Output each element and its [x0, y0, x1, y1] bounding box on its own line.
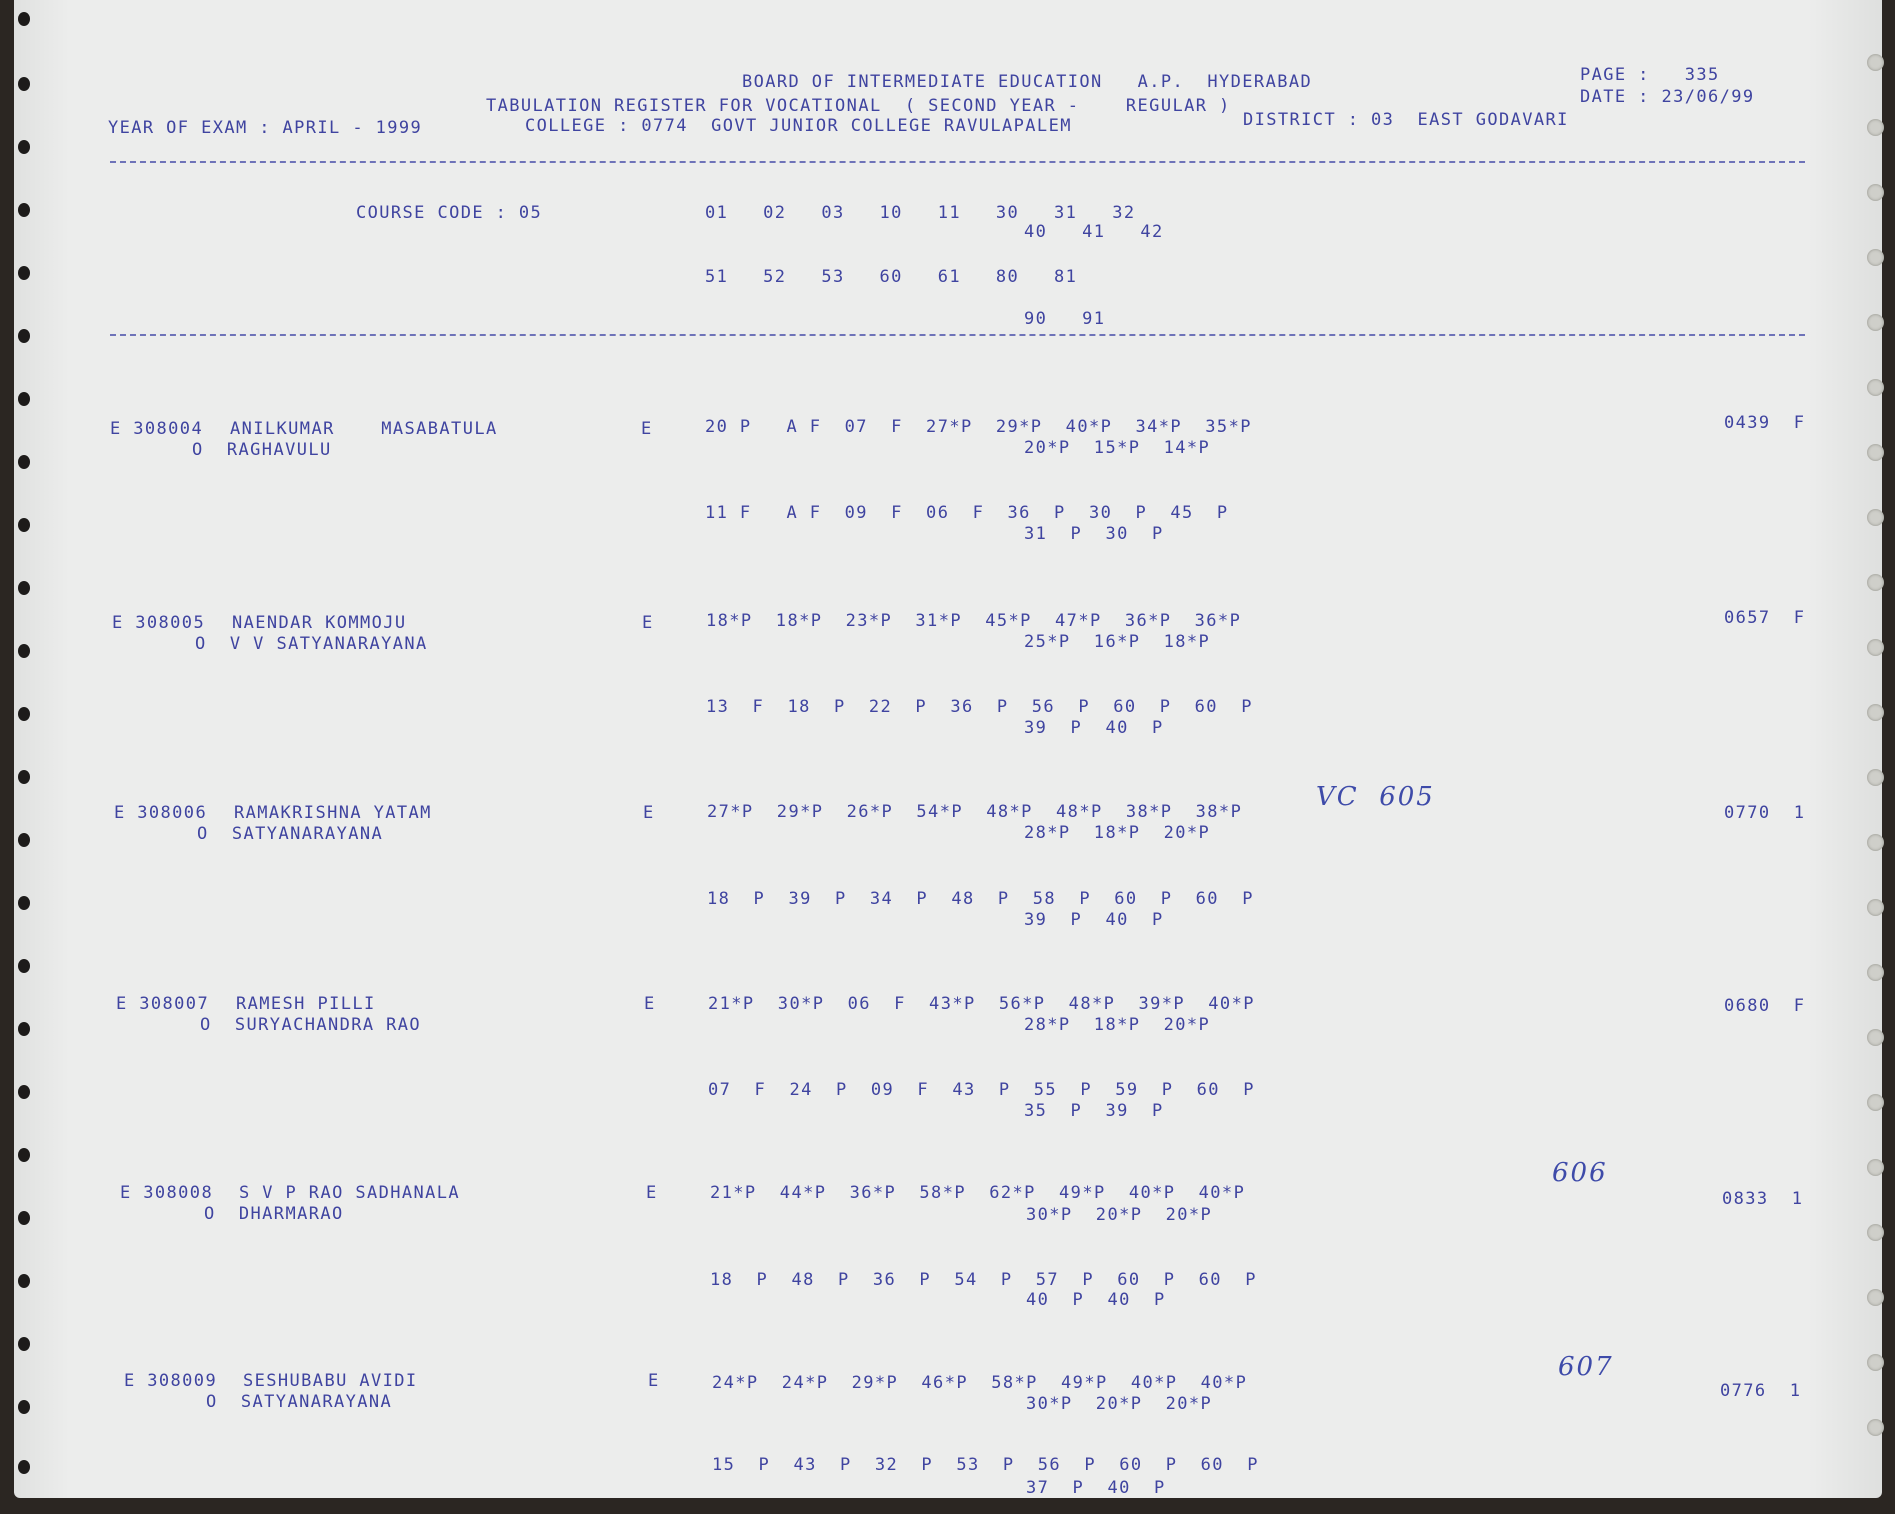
medium: E: [642, 613, 654, 633]
subject-codes-row1: 01 02 03 10 11 30 31 32: [705, 203, 1136, 223]
report-date: DATE : 23/06/99: [1580, 87, 1755, 107]
hole-icon: [1867, 704, 1884, 721]
hole-icon: [1867, 119, 1884, 136]
hole-icon: [1867, 184, 1884, 201]
total-result: 0439 F: [1724, 413, 1806, 433]
roll-number: E 308006: [114, 803, 208, 823]
marks-row2b: 39 P 40 P: [1024, 718, 1164, 738]
hole-icon: [1867, 54, 1884, 71]
hole-icon: [1867, 1159, 1884, 1176]
hole-icon: [18, 329, 30, 343]
marks-row1b: 20*P 15*P 14*P: [1024, 438, 1211, 458]
marks-row2: 18 P 39 P 34 P 48 P 58 P 60 P 60 P: [707, 889, 1254, 909]
marks-row1: 18*P 18*P 23*P 31*P 45*P 47*P 36*P 36*P: [706, 611, 1242, 631]
student-name: RAMESH PILLI: [236, 994, 376, 1014]
hole-icon: [18, 1400, 30, 1414]
handwritten-vc-note: VC 605: [1316, 782, 1435, 812]
hole-icon: [18, 1148, 30, 1162]
hole-icon: [18, 707, 30, 721]
medium: E: [644, 994, 656, 1014]
marks-row2: 11 F A F 09 F 06 F 36 P 30 P 45 P: [705, 503, 1229, 523]
student-name: ANILKUMAR MASABATULA: [230, 419, 498, 439]
hole-icon: [18, 581, 30, 595]
marks-row1b: 28*P 18*P 20*P: [1024, 1015, 1211, 1035]
hole-icon: [1867, 639, 1884, 656]
separator-line: [110, 161, 1805, 163]
hole-icon: [18, 77, 30, 91]
hole-icon: [18, 518, 30, 532]
hole-icon: [18, 644, 30, 658]
hole-icon: [1867, 834, 1884, 851]
hole-icon: [18, 959, 30, 973]
marks-row1b: 28*P 18*P 20*P: [1024, 823, 1211, 843]
father-name: O SATYANARAYANA: [206, 1392, 393, 1412]
marks-row1b: 30*P 20*P 20*P: [1026, 1205, 1213, 1225]
marks-row2b: 31 P 30 P: [1024, 524, 1164, 544]
hole-icon: [18, 896, 30, 910]
father-name: O V V SATYANARAYANA: [195, 634, 428, 654]
hole-icon: [1867, 574, 1884, 591]
marks-row1b: 25*P 16*P 18*P: [1024, 632, 1211, 652]
hole-icon: [18, 203, 30, 217]
course-code-label: COURSE CODE : 05: [356, 203, 543, 223]
total-result: 0833 1: [1722, 1189, 1804, 1209]
marks-row1b: 30*P 20*P 20*P: [1026, 1394, 1213, 1414]
hole-icon: [18, 455, 30, 469]
student-name: SESHUBABU AVIDI: [243, 1371, 418, 1391]
separator-line: [110, 334, 1805, 336]
medium: E: [641, 419, 653, 439]
hole-icon: [18, 140, 30, 154]
medium: E: [648, 1371, 660, 1391]
father-name: O SURYACHANDRA RAO: [200, 1015, 422, 1035]
district-line: DISTRICT : 03 EAST GODAVARI: [1243, 110, 1569, 130]
page-number: PAGE : 335: [1580, 65, 1720, 85]
marks-row1: 21*P 44*P 36*P 58*P 62*P 49*P 40*P 40*P: [710, 1183, 1246, 1203]
student-name: S V P RAO SADHANALA: [239, 1183, 461, 1203]
year-of-exam: YEAR OF EXAM : APRIL - 1999: [108, 118, 423, 138]
roll-number: E 308005: [112, 613, 206, 633]
hole-icon: [1867, 509, 1884, 526]
hole-icon: [18, 1085, 30, 1099]
total-result: 0776 1: [1720, 1381, 1802, 1401]
hole-icon: [18, 1211, 30, 1225]
roll-number: E 308007: [116, 994, 210, 1014]
roll-number: E 308008: [120, 1183, 214, 1203]
marks-row2b: 40 P 40 P: [1026, 1290, 1166, 1310]
marks-row2: 15 P 43 P 32 P 53 P 56 P 60 P 60 P: [712, 1455, 1259, 1475]
college-line: COLLEGE : 0774 GOVT JUNIOR COLLEGE RAVULAPALEM: [525, 116, 1072, 136]
hole-icon: [1867, 444, 1884, 461]
marks-row2: 18 P 48 P 36 P 54 P 57 P 60 P 60 P: [710, 1270, 1257, 1290]
hole-icon: [1867, 769, 1884, 786]
marks-row2: 07 F 24 P 09 F 43 P 55 P 59 P 60 P: [708, 1080, 1255, 1100]
hole-icon: [18, 770, 30, 784]
hole-icon: [18, 1460, 30, 1474]
marks-row2b: 37 P 40 P: [1026, 1478, 1166, 1498]
register-title: TABULATION REGISTER FOR VOCATIONAL ( SECOND YEAR - REGULAR ): [486, 96, 1231, 116]
handwritten-note-606: 606: [1552, 1158, 1608, 1188]
student-name: RAMAKRISHNA YATAM: [234, 803, 432, 823]
hole-icon: [1867, 249, 1884, 266]
hole-icon: [1867, 964, 1884, 981]
total-result: 0770 1: [1724, 803, 1806, 823]
hole-icon: [1867, 1094, 1884, 1111]
marks-row2b: 35 P 39 P: [1024, 1101, 1164, 1121]
hole-icon: [1867, 1354, 1884, 1371]
hole-icon: [1867, 1224, 1884, 1241]
total-result: 0657 F: [1724, 608, 1806, 628]
roll-number: E 308009: [124, 1371, 218, 1391]
hole-icon: [1867, 1289, 1884, 1306]
hole-icon: [1867, 1419, 1884, 1436]
hole-icon: [1867, 899, 1884, 916]
board-title: BOARD OF INTERMEDIATE EDUCATION A.P. HYDERABAD: [742, 72, 1313, 92]
student-name: NAENDAR KOMMOJU: [232, 613, 407, 633]
roll-number: E 308004: [110, 419, 204, 439]
marks-row1: 24*P 24*P 29*P 46*P 58*P 49*P 40*P 40*P: [712, 1373, 1248, 1393]
father-name: O RAGHAVULU: [192, 440, 332, 460]
marks-row1: 27*P 29*P 26*P 54*P 48*P 48*P 38*P 38*P: [707, 802, 1243, 822]
medium: E: [643, 803, 655, 823]
hole-icon: [18, 1337, 30, 1351]
father-name: O DHARMARAO: [204, 1204, 344, 1224]
subject-codes-row1b: 40 41 42: [1024, 222, 1164, 242]
father-name: O SATYANARAYANA: [197, 824, 384, 844]
subject-codes-row3: 90 91: [1024, 309, 1106, 329]
hole-icon: [18, 1274, 30, 1288]
total-result: 0680 F: [1724, 996, 1806, 1016]
hole-icon: [18, 1022, 30, 1036]
hole-icon: [18, 12, 30, 26]
marks-row1: 20 P A F 07 F 27*P 29*P 40*P 34*P 35*P: [705, 417, 1252, 437]
hole-icon: [18, 266, 30, 280]
hole-icon: [1867, 1029, 1884, 1046]
hole-icon: [1867, 314, 1884, 331]
hole-icon: [18, 392, 30, 406]
subject-codes-row2: 51 52 53 60 61 80 81: [705, 267, 1078, 287]
hole-icon: [1867, 379, 1884, 396]
hole-icon: [18, 833, 30, 847]
medium: E: [646, 1183, 658, 1203]
marks-row2b: 39 P 40 P: [1024, 910, 1164, 930]
marks-row1: 21*P 30*P 06 F 43*P 56*P 48*P 39*P 40*P: [708, 994, 1255, 1014]
handwritten-note-607: 607: [1558, 1352, 1614, 1382]
marks-row2: 13 F 18 P 22 P 36 P 56 P 60 P 60 P: [706, 697, 1253, 717]
